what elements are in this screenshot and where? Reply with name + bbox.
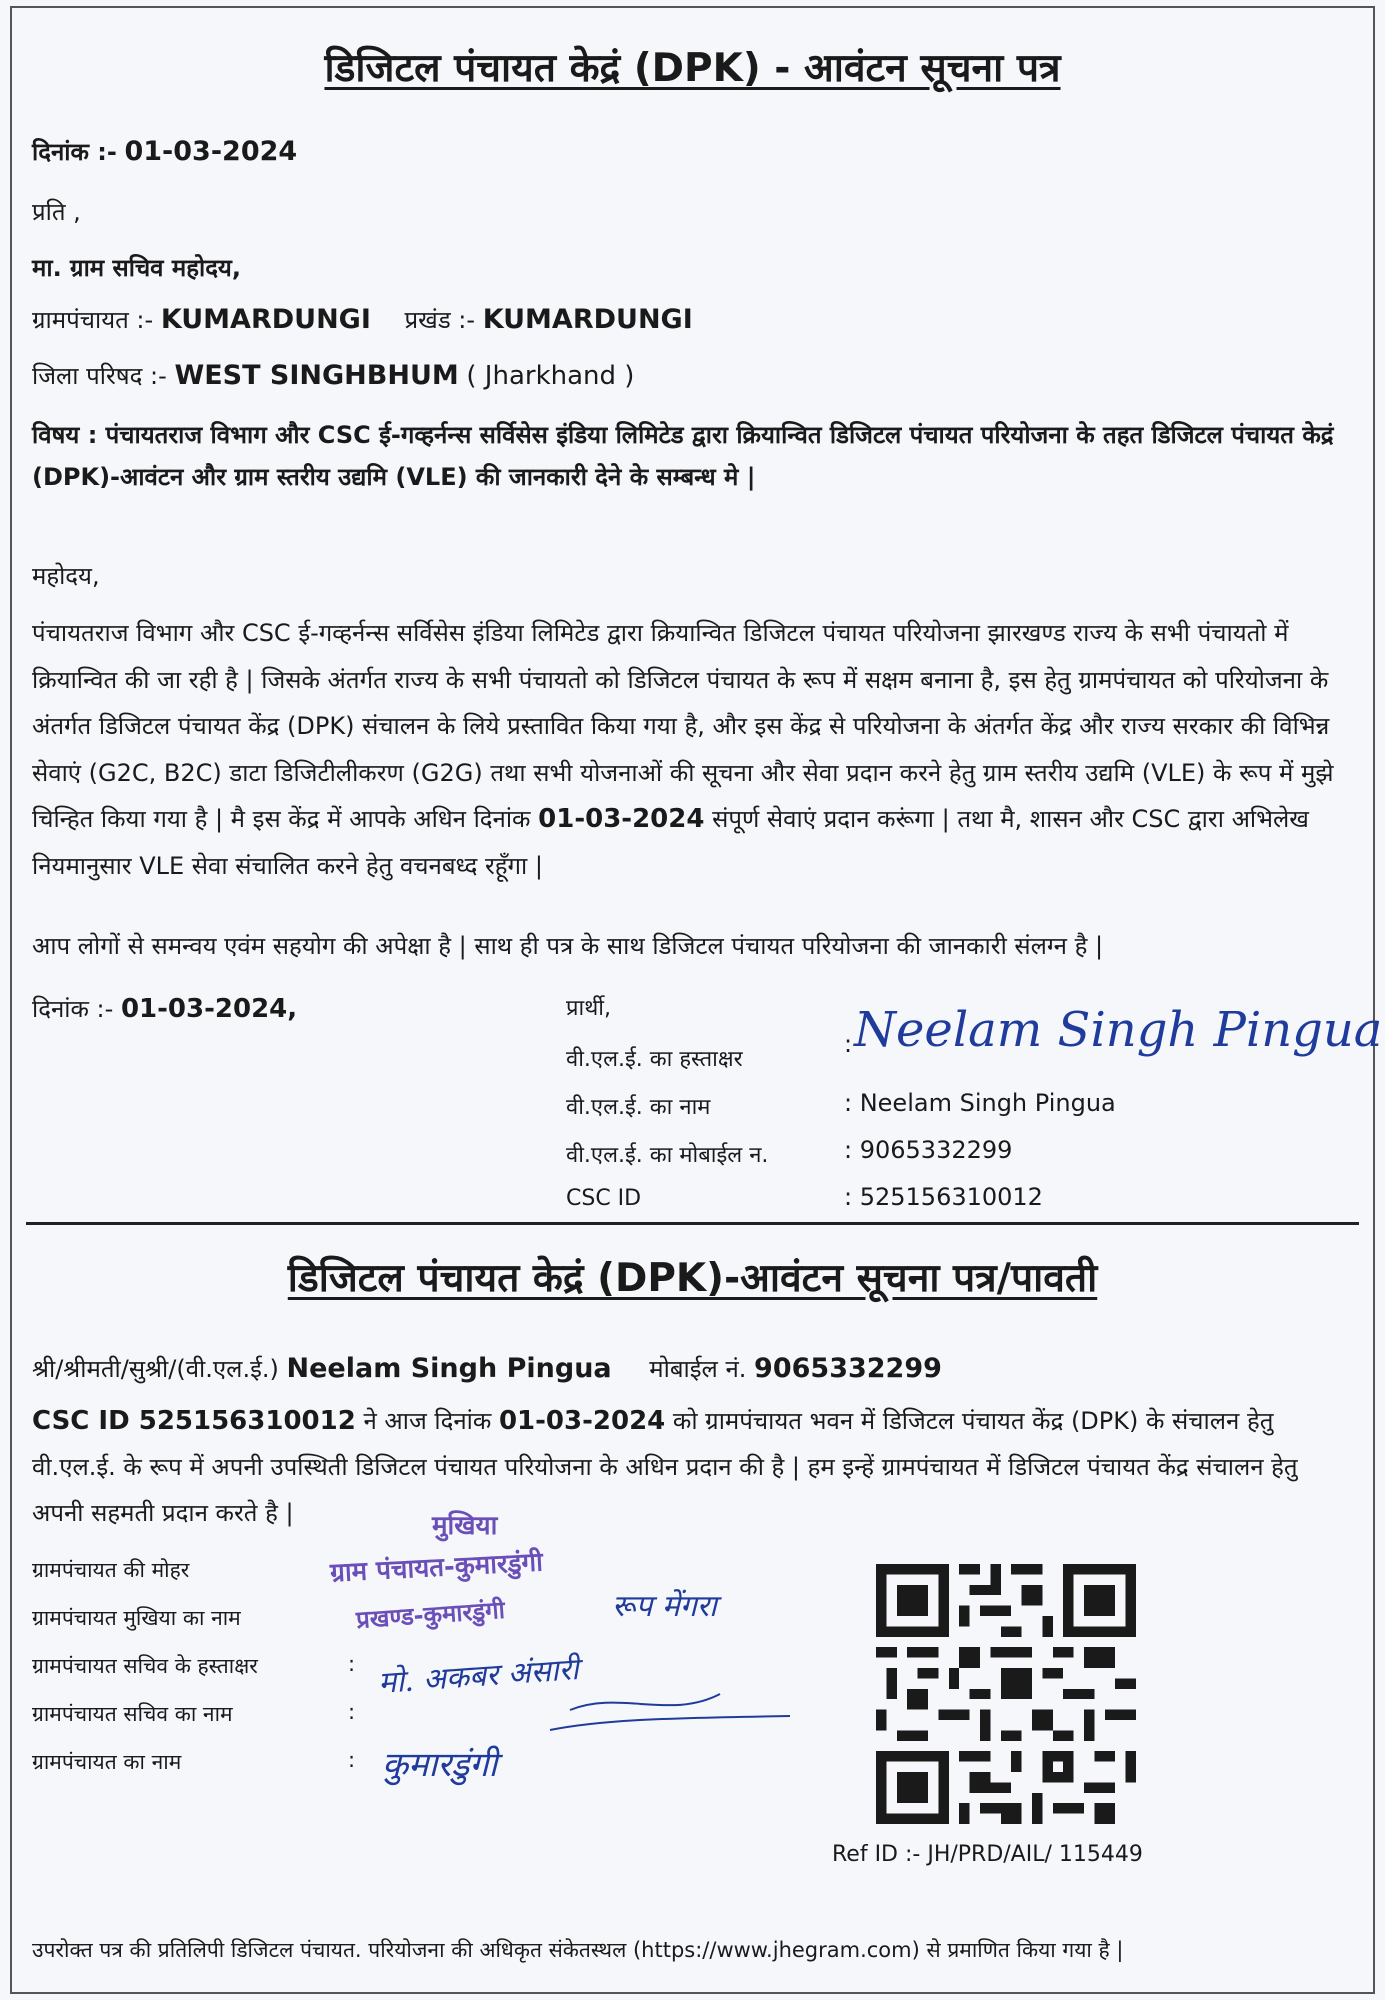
panchayat-line: ग्रामपंचायत :- KUMARDUNGI प्रखंड :- KUMARDUNGI <box>32 304 693 335</box>
ref-id: Ref ID :- JH/PRD/AIL/ 115449 <box>832 1842 1143 1867</box>
csc-id-value: : 525156310012 <box>844 1183 1043 1211</box>
footer-note: उपरोक्त पत्र की प्रतिलिपी डिजिटल पंचायत. परियोजना की अधिकृत संकेतस्थल (https://www.jhegram.com) से प्रमाणित किया गया है | <box>32 1938 1124 1962</box>
district-line: जिला परिषद :- WEST SINGHBHUM ( Jharkhand ) <box>32 360 635 391</box>
body-paragraph: पंचायतराज विभाग और CSC ई-गव्हर्नन्स सर्विसेस इंडिया लिमिटेड द्वारा क्रियान्वित डिजिटल पंचायत परियोजना झारखण्ड राज्य के सभी पंचायतो में क्रियान्वित की जा रही है | जिसके अंतर्गत राज्य के सभी पंचायतो को डिजिटल पंचायत के रूप में सक्षम बनाना है, इस हेतु ग्रामपंचायत को परियोजना के अंतर्गत डिजिटल पंचायत केंद्र (DPK) संचालन के लिये प्रस्तावित किया गया है, और इस केंद्र से परियोजना के अंतर्गत केंद्र और राज्य सरकार की विभिन्न सेवाएं (G2C, B2C) डाटा डिजिटीलीकरण (G2G) तथा सभी योजनाओं की सूचना और सेवा प्रदान करने हेतु ग्राम स्तरीय उद्यमि (VLE) के रूप में मुझे चिन्हित किया गया है | मै इस केंद्र में आपके अधिन दिनांक 01-03-2024 संपूर्ण सेवाएं प्रदान करूंगा | तथा मै, शासन और CSC द्वारा अभिलेख नियमानुसार VLE सेवा संचालित करने हेतु वचनबध्द रहूँगा | <box>32 619 1334 880</box>
applicant-heading: प्रार्थी, <box>566 996 611 1021</box>
letter-page: डिजिटल पंचायत केद्रं (DPK) - आवंटन सूचना पत्र दिनांक :- 01-03-2024 प्रति , मा. ग्राम सचिव महोदय, ग्रामपंचायत :- KUMARDUNGI प्रखंड :- KUMARDUNGI जिला परिषद :- WEST SINGHBHUM ( Jharkhand ) विषय : पंचायतराज विभाग और CSC ई-गव्हर्नन्स सर्विसेस इंडिया लिमिटेड द्वारा क्रियान्वित डिजिटल पंचायत परियोजना के तहत डिजिटल पंचायत केद्रं (DPK)-आवंटन और ग्राम स्तरीय उद्यमि (VLE) की जानकारी देने के सम्बन्ध मे | महोदय, पंचायतराज विभाग और CSC ई-गव्हर्नन्स सर्विसेस इंडिया लिमिटेड द्वारा क्रियान्वित डिजिटल पंचायत परियोजना झारखण्ड राज्य के सभी पंचायतो में क्रियान्वित की जा रही है | जिसके अंतर्गत राज्य के सभी पंचायतो को डिजिटल पंचायत के रूप में सक्षम बनाना है, इस हेतु ग्रामपंचायत को परियोजना के अंतर्गत डिजिटल पंचायत केंद्र (DPK) संचालन के लिये प्रस्तावित किया गया है, और इस केंद्र से परियोजना के अंतर्गत केंद्र और राज्य सरकार की विभिन्न सेवाएं (G2C, B2C) डाटा डिजिटीलीकरण (G2G) तथा सभी योजनाओं की सूचना और सेवा प्रदान करने हेतु ग्राम स्तरीय उद्यमि (VLE) के रूप में मुझे चिन्हित किया गया है | मै इस केंद्र में आपके अधिन दिनांक 01-03-2024 संपूर्ण सेवाएं प्रदान करूंगा | तथा मै, शासन और CSC द्वारा अभिलेख नियमानुसार VLE सेवा संचालित करने हेतु वचनबध्द रहूँगा | आप लोगों से समन्वय एवंम सहयोग की अपेक्षा है | साथ ही पत्र के साथ डिजिटल पंचायत परियोजना की जानकारी संलग्न है | दिनांक :- 01-03-2024, प्रार्थी, वी.एल.ई. का हस्ताक्षर वी.एल.ई. का नाम वी.एल.ई. का मोबाईल न. CSC ID : Neelam Singh Pingua : Neelam Singh Pingua : 9065332299 : 525156310012 डिजिटल पंचायत केद्रं (DPK)-आवंटन सूचना पत्र/पावती श्री/श्रीमती/सुश्री/(वी.एल.ई.) Neelam Singh Pingua मोबाईल नं. 9065332299 CSC ID 525156310012 ने आज दिनांक 01-03-2024 को ग्रामपंचायत भवन में डिजिटल पंचायत केंद्र (DPK) के संचालन हेतु वी.एल.ई. के रूप में अपनी उपस्थिती डिजिटल पंचायत परियोजना के अधिन प्रदान की है | हम इन्हें ग्रामपंचायत में डिजिटल पंचायत केंद्र संचालन हेतु अपनी सहमती प्रदान करते है | ग्रामपंचायत की मोहर ग्रामपंचायत मुखिया का नाम ग्रामपंचायत सचिव के हस्ताक्षर ग्रामपंचायत सचिव का नाम ग्रामपंचायत का नाम : : : मुखिया ग्राम पंचायत-कुमारडुंगी प्रखण्ड-कुमारडुंगी रूप मेंगरा मो. अकबर अंसारी कुमारडुंगी Ref ID :- JH/PRD/AIL/ 115449 उपरोक्त पत्र की प्रतिलिपी डिजिटल पंचायत. परियोजना की अधिकृत संकेतस्थल (https://www.jhegram.com) से प्रमाणित किया गया है | <box>0 0 1385 2000</box>
page-title: डिजिटल पंचायत केद्रं (DPK) - आवंटन सूचना पत्र <box>324 46 1061 91</box>
acknowledgement-text: CSC ID 525156310012 ने आज दिनांक 01-03-2024 को ग्रामपंचायत भवन में डिजिटल पंचायत केंद्र (DPK) के संचालन हेतु वी.एल.ई. के रूप में अपनी उपस्थिती डिजिटल पंचायत परियोजना के अधिन प्रदान की है | हम इन्हें ग्रामपंचायत में डिजिटल पंचायत केंद्र संचालन हेतु अपनी सहमती प्रदान करते है | <box>32 1406 1298 1527</box>
subject: विषय : पंचायतराज विभाग और CSC ई-गव्हर्नन्स सर्विसेस इंडिया लिमिटेड द्वारा क्रियान्वित डिजिटल पंचायत परियोजना के तहत डिजिटल पंचायत केद्रं (DPK)-आवंटन और ग्राम स्तरीय उद्यमि (VLE) की जानकारी देने के सम्बन्ध मे | <box>32 421 1334 491</box>
section-divider <box>26 1222 1359 1225</box>
addressee: मा. ग्राम सचिव महोदय, <box>32 254 241 282</box>
vle-name-label: वी.एल.ई. का नाम <box>566 1095 711 1120</box>
date-line: दिनांक :- 01-03-2024 <box>32 136 298 167</box>
gp-name-label: ग्रामपंचायत का नाम <box>32 1750 182 1774</box>
vle-mobile-label: वी.एल.ई. का मोबाईल न. <box>566 1143 769 1168</box>
csc-id-label: CSC ID <box>566 1186 642 1211</box>
gp-seal-label: ग्रामपंचायत की मोहर <box>32 1558 190 1582</box>
ack-vle-line: श्री/श्रीमती/सुश्री/(वी.एल.ई.) Neelam Singh Pingua मोबाईल नं. 9065332299 <box>32 1353 942 1384</box>
secretary-signature: मो. अकबर अंसारी <box>377 1652 580 1701</box>
qr-code <box>876 1564 1136 1824</box>
seal-stamp-line3: प्रखण्ड-कुमारडुंगी <box>355 1595 506 1635</box>
vle-signature-label: वी.एल.ई. का हस्ताक्षर <box>566 1047 743 1072</box>
seal-stamp-line2: ग्राम पंचायत-कुमारडुंगी <box>329 1547 544 1589</box>
salutation: महोदय, <box>32 562 100 590</box>
gp-secretary-sign-label: ग्रामपंचायत सचिव के हस्ताक्षर <box>32 1654 258 1678</box>
body-paragraph-2: आप लोगों से समन्वय एवंम सहयोग की अपेक्षा है | साथ ही पत्र के साथ डिजिटल पंचायत परियोजना की जानकारी संलग्न है | <box>32 932 1104 960</box>
seal-stamp-line1: मुखिया <box>432 1511 498 1541</box>
secretary-signature-flourish <box>540 1680 800 1740</box>
prati: प्रति , <box>32 198 81 226</box>
gp-mukhiya-label: ग्रामपंचायत मुखिया का नाम <box>32 1606 241 1630</box>
vle-name-value: : Neelam Singh Pingua <box>844 1089 1116 1117</box>
sign-date: दिनांक :- 01-03-2024, <box>32 994 298 1024</box>
gp-secretary-name-label: ग्रामपंचायत सचिव का नाम <box>32 1702 233 1726</box>
gp-handwritten-name: कुमारडुंगी <box>382 1745 498 1785</box>
vle-mobile-value: : 9065332299 <box>844 1136 1013 1164</box>
vle-signature: Neelam Singh Pingua <box>854 1002 1383 1058</box>
mukhiya-handwritten-name: रूप मेंगरा <box>612 1589 717 1624</box>
acknowledgement-title: डिजिटल पंचायत केद्रं (DPK)-आवंटन सूचना पत्र/पावती <box>287 1256 1098 1301</box>
